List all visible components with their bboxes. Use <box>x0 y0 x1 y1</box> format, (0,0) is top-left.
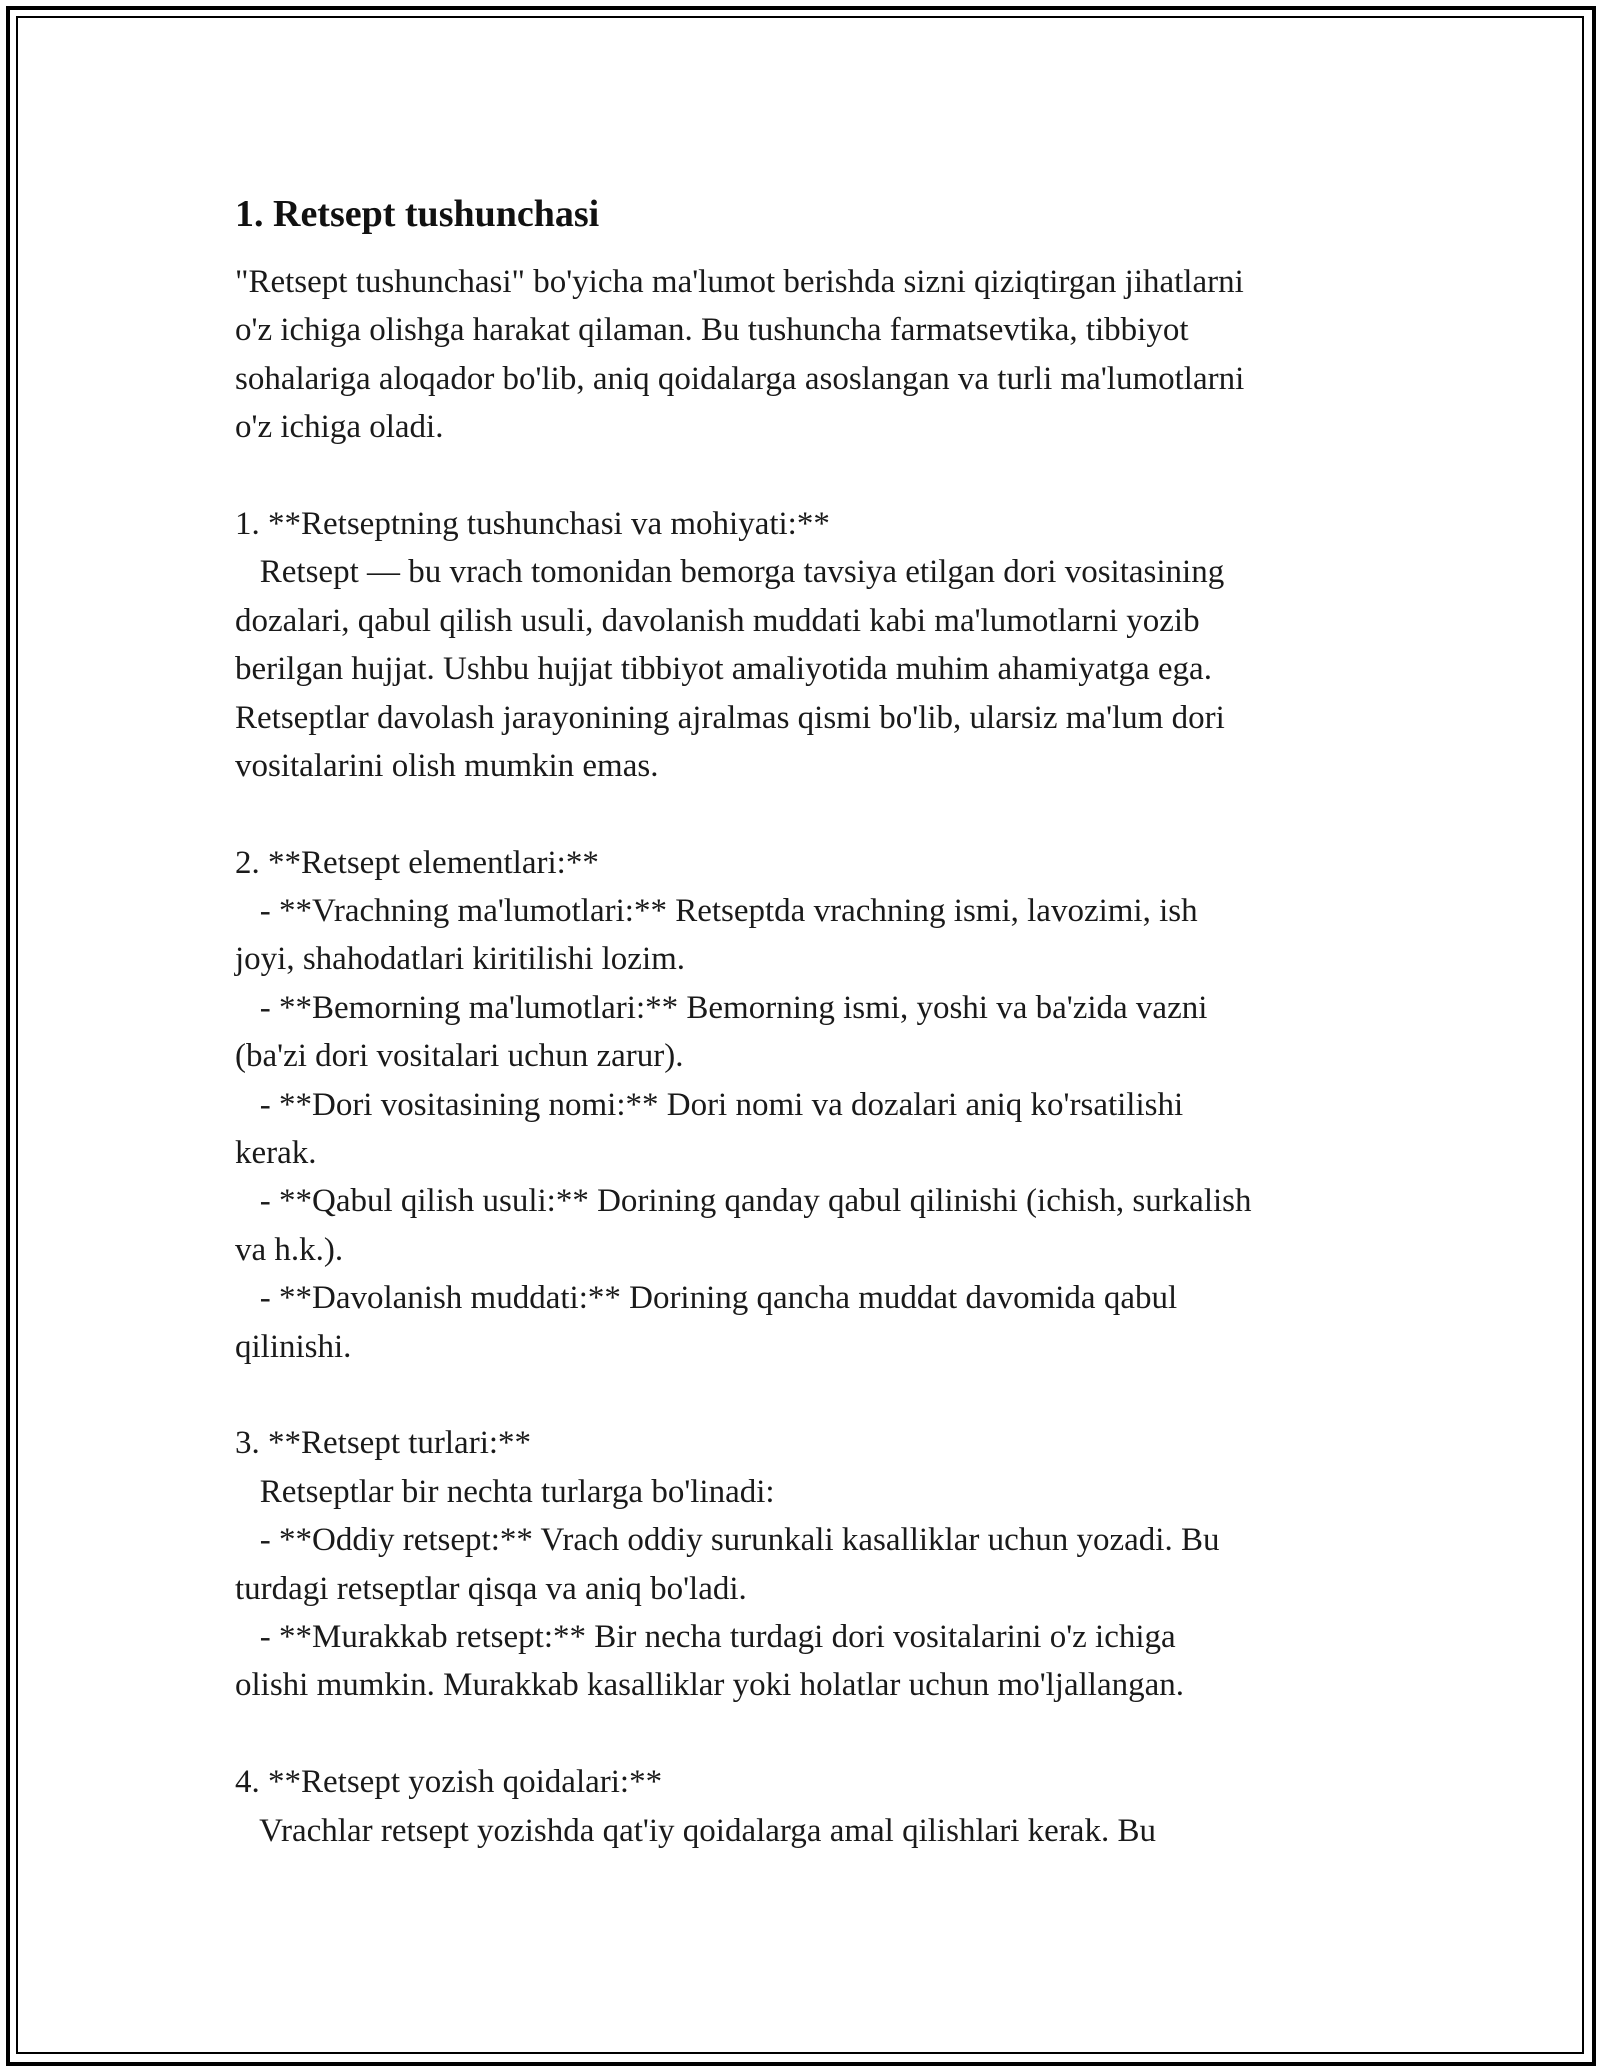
document-text <box>235 258 1375 1855</box>
text-line: (ba'zi dori vositalari uchun zarur). <box>235 1038 684 1075</box>
text-line: "Retsept tushunchasi" bo'yicha ma'lumot berishda sizni qiziqtirgan jihatlarni <box>235 264 1244 300</box>
text-line: - **Oddiy retsept:** Vrach oddiy surunkali kasalliklar uchun yozadi. Bu <box>235 1522 1220 1559</box>
document-body <box>235 188 1375 1855</box>
text-line: Retsept — bu vrach tomonidan bemorga tavsiya etilgan dori vositasining <box>235 554 1225 591</box>
text-line: Retseptlar davolash jarayonining ajralmas qismi bo'lib, ularsiz ma'lum dori <box>235 699 1225 736</box>
document-title: 1. Retsept tushunchasi <box>235 193 600 235</box>
text-line: Retseptlar bir nechta turlarga bo'linadi: <box>235 1473 775 1510</box>
text-line: 1. **Retseptning tushunchasi va mohiyati:** <box>235 505 830 542</box>
text-line: o'z ichiga oladi. <box>235 409 444 446</box>
text-line: Vrachlar retsept yozishda qat'iy qoidalarga amal qilishlari kerak. Bu <box>235 1812 1156 1849</box>
text-line: - **Dori vositasining nomi:** Dori nomi va dozalari aniq ko'rsatilishi <box>235 1086 1184 1123</box>
text-line: o'z ichiga olishga harakat qilaman. Bu tushuncha farmatsevtika, tibbiyot <box>235 312 1189 349</box>
text-line: kerak. <box>235 1135 317 1172</box>
text-line: vositalarini olish mumkin emas. <box>235 747 659 784</box>
text-line: sohalariga aloqador bo'lib, aniq qoidalarga asoslangan va turli ma'lumotlarni <box>235 360 1245 397</box>
blank-line <box>235 452 1375 500</box>
blank-line <box>235 790 1375 838</box>
text-line: turdagi retseptlar qisqa va aniq bo'ladi. <box>235 1570 747 1607</box>
text-line: dozalari, qabul qilish usuli, davolanish muddati kabi ma'lumotlarni yozib <box>235 602 1200 639</box>
text-line: joyi, shahodatlari kiritilishi lozim. <box>235 941 686 978</box>
text-line: - **Bemorning ma'lumotlari:** Bemorning ismi, yoshi va ba'zida vazni <box>235 989 1208 1026</box>
blank-line <box>235 1710 1375 1758</box>
text-line: va h.k.). <box>235 1231 344 1268</box>
text-line: 2. **Retsept elementlari:** <box>235 844 599 881</box>
text-line: 3. **Retsept turlari:** <box>235 1425 532 1462</box>
text-line: olishi mumkin. Murakkab kasalliklar yoki holatlar uchun mo'ljallangan. <box>235 1667 1185 1704</box>
text-line: 4. **Retsept yozish qoidalari:** <box>235 1764 663 1801</box>
text-line: - **Vrachning ma'lumotlari:** Retseptda vrachning ismi, lavozimi, ish <box>235 893 1198 930</box>
text-line: - **Davolanish muddati:** Dorining qancha muddat davomida qabul <box>235 1280 1178 1317</box>
text-line: - **Qabul qilish usuli:** Dorining qanday qabul qilinishi (ichish, surkalish <box>235 1183 1252 1220</box>
blank-line <box>235 1371 1375 1419</box>
text-line: berilgan hujjat. Ushbu hujjat tibbiyot amaliyotida muhim ahamiyatga ega. <box>235 651 1212 688</box>
text-line: - **Murakkab retsept:** Bir necha turdagi dori vositalarini o'z ichiga <box>235 1618 1176 1655</box>
text-line: qilinishi. <box>235 1328 352 1365</box>
